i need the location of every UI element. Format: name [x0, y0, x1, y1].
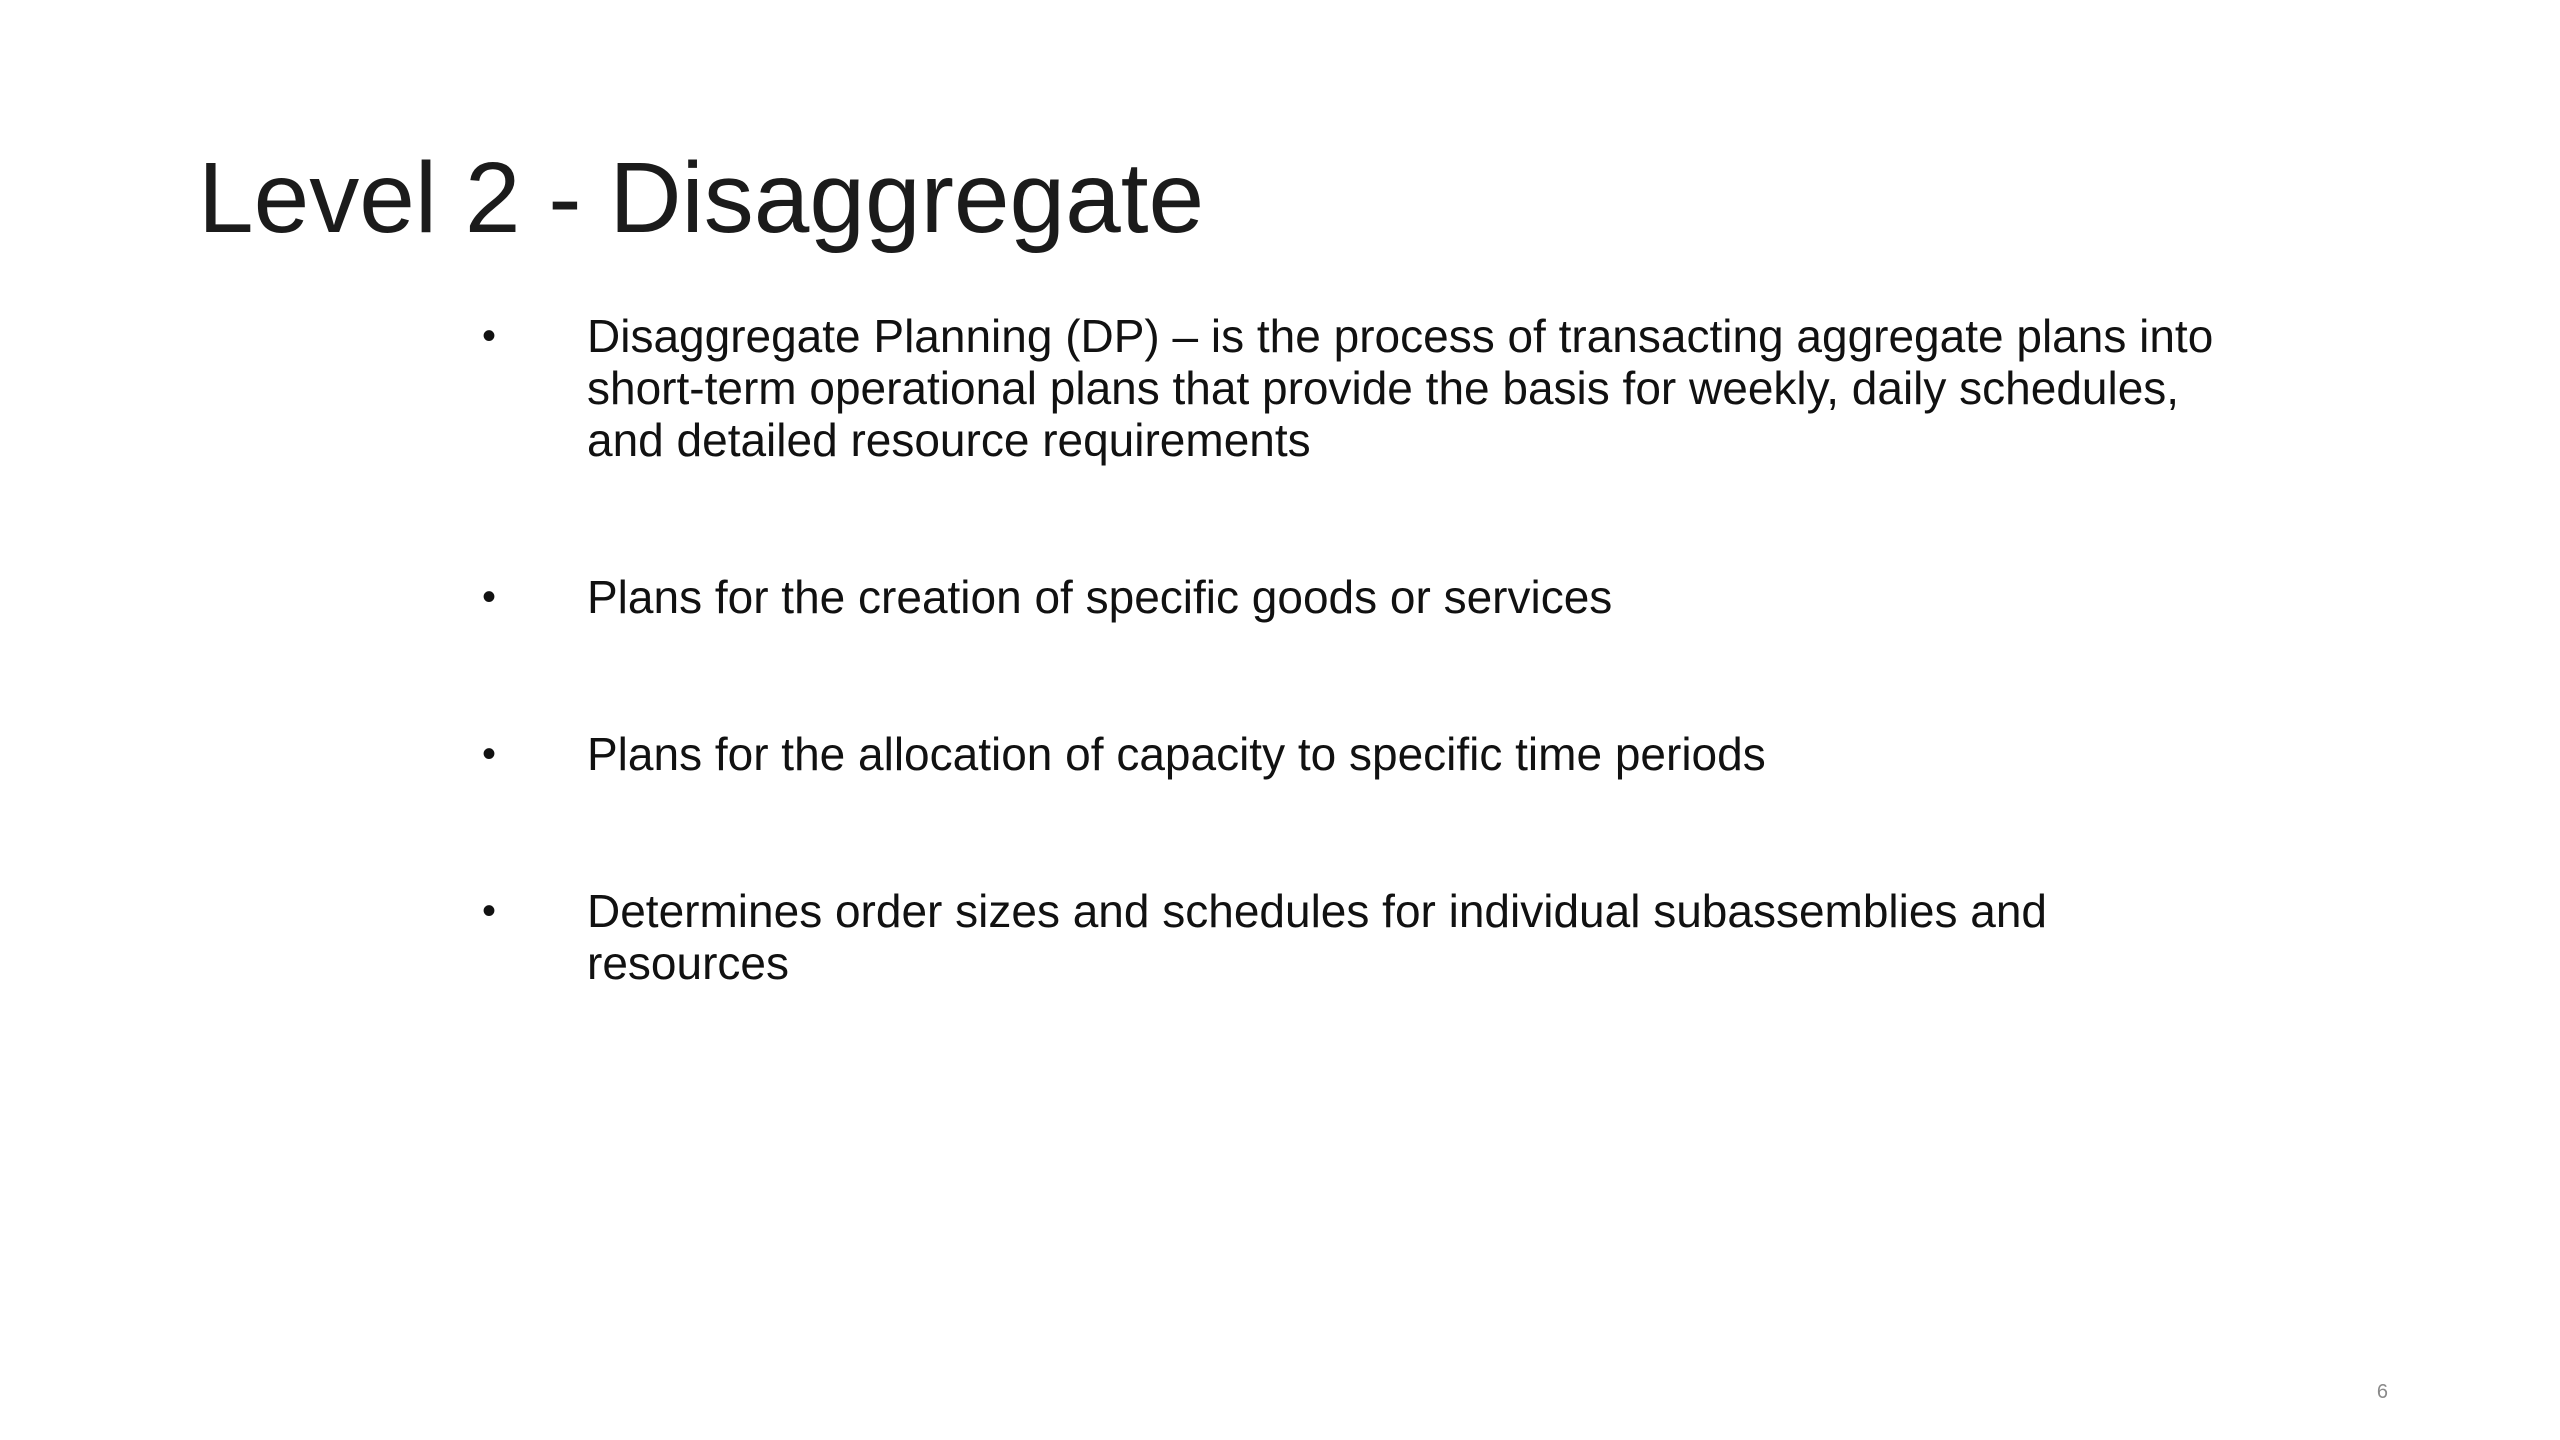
bullet-text: Plans for the creation of specific goods or services [587, 571, 1613, 623]
bullet-item [460, 885, 2220, 989]
bullet-dot-icon: • [482, 732, 497, 776]
bullet-text: Disaggregate Planning (DP) – is the process of transacting aggregate plans into short-term operational plans that provide the basis for weekly, daily schedules, and detailed resource requirements [587, 310, 2214, 466]
bullet-item [460, 310, 2220, 466]
bullet-text: Determines order sizes and schedules for individual subassemblies and resources [587, 885, 2047, 989]
bullet-dot-icon: • [482, 314, 497, 358]
bullet-item [460, 728, 2220, 780]
bullet-item [460, 571, 2220, 623]
slide-title: Level 2 - Disaggregate [198, 142, 1205, 254]
bullet-dot-icon: • [482, 575, 497, 619]
bullet-list [460, 310, 2220, 989]
bullet-dot-icon: • [482, 889, 497, 933]
slide-page-number: 6 [2376, 1381, 2388, 1403]
bullet-text: Plans for the allocation of capacity to specific time periods [587, 728, 1766, 780]
